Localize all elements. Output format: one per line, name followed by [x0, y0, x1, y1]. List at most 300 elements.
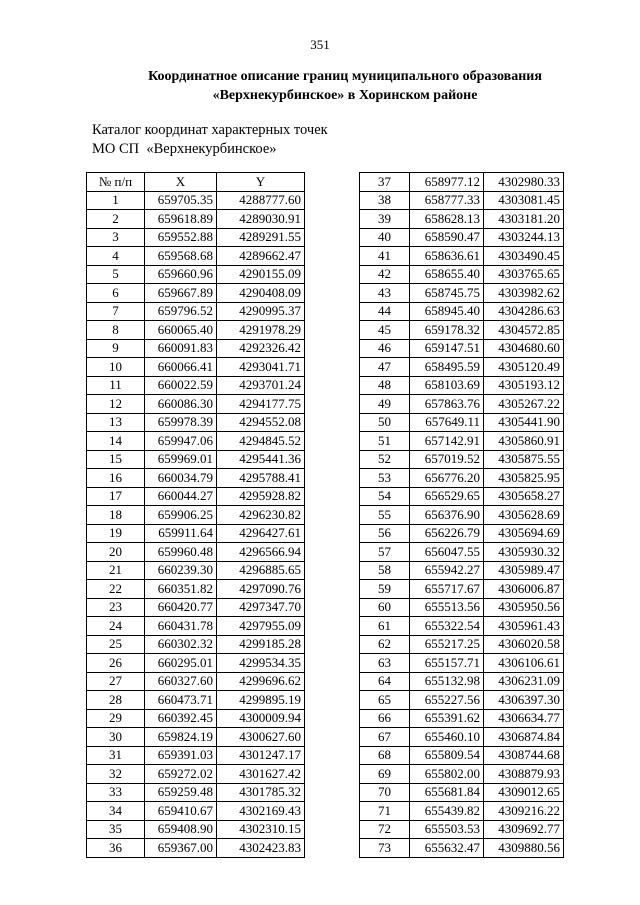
- point-number: 73: [360, 839, 410, 858]
- table-row: [87, 802, 305, 821]
- coord-x: 660431.78: [145, 617, 217, 636]
- table-row: [360, 783, 564, 802]
- table-row: [360, 210, 564, 229]
- point-number: 31: [87, 746, 145, 765]
- coord-x: 660065.40: [145, 321, 217, 340]
- point-number: 65: [360, 691, 410, 710]
- point-number: 27: [87, 672, 145, 691]
- point-number: 12: [87, 395, 145, 414]
- table-row: [360, 358, 564, 377]
- coord-y: 4295928.82: [217, 487, 305, 506]
- point-number: 51: [360, 432, 410, 451]
- coord-y: 4301627.42: [217, 765, 305, 784]
- coord-y: 4303982.62: [484, 284, 564, 303]
- coord-x: 658636.61: [410, 247, 484, 266]
- point-number: 46: [360, 339, 410, 358]
- coord-x: 659824.19: [145, 728, 217, 747]
- table-row: [87, 728, 305, 747]
- point-number: 26: [87, 654, 145, 673]
- coord-x: 658628.13: [410, 210, 484, 229]
- point-number: 15: [87, 450, 145, 469]
- coord-y: 4289662.47: [217, 247, 305, 266]
- table-row: [87, 247, 305, 266]
- coord-x: 659147.51: [410, 339, 484, 358]
- coord-y: 4294845.52: [217, 432, 305, 451]
- point-number: 9: [87, 339, 145, 358]
- point-number: 66: [360, 709, 410, 728]
- coord-x: 659906.25: [145, 506, 217, 525]
- point-number: 69: [360, 765, 410, 784]
- table-row: [360, 672, 564, 691]
- coord-x: 659911.64: [145, 524, 217, 543]
- coord-y: 4295788.41: [217, 469, 305, 488]
- coord-x: 657863.76: [410, 395, 484, 414]
- coord-y: 4302310.15: [217, 820, 305, 839]
- document-title: [80, 67, 610, 105]
- coord-y: 4296885.65: [217, 561, 305, 580]
- coord-y: 4306006.87: [484, 580, 564, 599]
- table-row: [87, 302, 305, 321]
- table-row: [360, 302, 564, 321]
- coord-y: 4309880.56: [484, 839, 564, 858]
- coord-x: 660420.77: [145, 598, 217, 617]
- table-row: [87, 358, 305, 377]
- point-number: 49: [360, 395, 410, 414]
- coord-x: 658745.75: [410, 284, 484, 303]
- coord-y: 4305989.47: [484, 561, 564, 580]
- point-number: 45: [360, 321, 410, 340]
- coord-y: 4290995.37: [217, 302, 305, 321]
- table-row: [360, 839, 564, 858]
- coord-x: 656226.79: [410, 524, 484, 543]
- subtitle-line-2: МО СП «Верхнекурбинское»: [92, 141, 277, 157]
- coord-x: 659178.32: [410, 321, 484, 340]
- point-number: 60: [360, 598, 410, 617]
- coord-x: 659705.35: [145, 191, 217, 210]
- coord-x: 659408.90: [145, 820, 217, 839]
- point-number: 11: [87, 376, 145, 395]
- coord-y: 4305875.55: [484, 450, 564, 469]
- point-number: 64: [360, 672, 410, 691]
- table-row: [87, 672, 305, 691]
- coord-y: 4296566.94: [217, 543, 305, 562]
- table-row: [360, 617, 564, 636]
- coord-y: 4294177.75: [217, 395, 305, 414]
- point-number: 54: [360, 487, 410, 506]
- point-number: 71: [360, 802, 410, 821]
- table-row: [87, 543, 305, 562]
- coord-x: 655802.00: [410, 765, 484, 784]
- coord-y: 4305193.12: [484, 376, 564, 395]
- table-row: [87, 598, 305, 617]
- coord-x: 658777.33: [410, 191, 484, 210]
- page-number: 351: [310, 37, 330, 52]
- coord-x: 660034.79: [145, 469, 217, 488]
- coord-y: 4305825.95: [484, 469, 564, 488]
- point-number: 72: [360, 820, 410, 839]
- table-row: [87, 839, 305, 858]
- table-row: [360, 728, 564, 747]
- table-row: [87, 191, 305, 210]
- point-number: 5: [87, 265, 145, 284]
- coord-x: 660295.01: [145, 654, 217, 673]
- coord-x: 655942.27: [410, 561, 484, 580]
- coord-x: 656376.90: [410, 506, 484, 525]
- coordinates-table-left: [86, 172, 305, 858]
- coord-y: 4306231.09: [484, 672, 564, 691]
- coord-x: 659960.48: [145, 543, 217, 562]
- point-number: 28: [87, 691, 145, 710]
- coord-y: 4299534.35: [217, 654, 305, 673]
- coord-y: 4306106.61: [484, 654, 564, 673]
- coord-y: 4302423.83: [217, 839, 305, 858]
- coord-y: 4289030.91: [217, 210, 305, 229]
- header-number: № п/п: [87, 173, 145, 192]
- coord-x: 659391.03: [145, 746, 217, 765]
- point-number: 34: [87, 802, 145, 821]
- coord-x: 660473.71: [145, 691, 217, 710]
- table-row: [87, 432, 305, 451]
- coord-y: 4306874.84: [484, 728, 564, 747]
- point-number: 37: [360, 173, 410, 192]
- coord-y: 4302169.43: [217, 802, 305, 821]
- coord-y: 4288777.60: [217, 191, 305, 210]
- table-row: [87, 635, 305, 654]
- coord-x: 655132.98: [410, 672, 484, 691]
- point-number: 62: [360, 635, 410, 654]
- table-header-row: [87, 173, 305, 192]
- coord-y: 4303244.13: [484, 228, 564, 247]
- table-row: [87, 284, 305, 303]
- coord-y: 4305950.56: [484, 598, 564, 617]
- coord-y: 4309692.77: [484, 820, 564, 839]
- coord-y: 4299895.19: [217, 691, 305, 710]
- coord-x: 660044.27: [145, 487, 217, 506]
- point-number: 33: [87, 783, 145, 802]
- coord-y: 4305961.43: [484, 617, 564, 636]
- table-row: [87, 339, 305, 358]
- table-row: [87, 691, 305, 710]
- coord-x: 660022.59: [145, 376, 217, 395]
- table-row: [360, 450, 564, 469]
- table-row: [87, 561, 305, 580]
- coord-x: 660239.30: [145, 561, 217, 580]
- point-number: 20: [87, 543, 145, 562]
- coord-y: 4301785.32: [217, 783, 305, 802]
- coord-x: 659660.96: [145, 265, 217, 284]
- coord-y: 4306020.58: [484, 635, 564, 654]
- coord-y: 4290155.09: [217, 265, 305, 284]
- point-number: 21: [87, 561, 145, 580]
- coord-x: 659947.06: [145, 432, 217, 451]
- point-number: 4: [87, 247, 145, 266]
- coord-x: 657649.11: [410, 413, 484, 432]
- coord-x: 658977.12: [410, 173, 484, 192]
- table-row: [360, 654, 564, 673]
- coord-x: 660066.41: [145, 358, 217, 377]
- table-row: [87, 524, 305, 543]
- coord-y: 4296230.82: [217, 506, 305, 525]
- coord-x: 655157.71: [410, 654, 484, 673]
- subtitle-line-1: Каталог координат характерных точек: [92, 122, 328, 138]
- table-row: [87, 376, 305, 395]
- table-row: [360, 691, 564, 710]
- table-row: [360, 321, 564, 340]
- coord-y: 4303490.45: [484, 247, 564, 266]
- table-row: [360, 432, 564, 451]
- coordinates-table-right: [359, 172, 564, 858]
- coord-x: 655513.56: [410, 598, 484, 617]
- coord-x: 660327.60: [145, 672, 217, 691]
- point-number: 23: [87, 598, 145, 617]
- table-row: [87, 450, 305, 469]
- table-row: [360, 524, 564, 543]
- point-number: 35: [87, 820, 145, 839]
- point-number: 17: [87, 487, 145, 506]
- point-number: 47: [360, 358, 410, 377]
- table-row: [360, 376, 564, 395]
- table-row: [360, 284, 564, 303]
- coord-x: 659367.00: [145, 839, 217, 858]
- coord-x: 659667.89: [145, 284, 217, 303]
- coord-y: 4305120.49: [484, 358, 564, 377]
- point-number: 57: [360, 543, 410, 562]
- coord-x: 660302.32: [145, 635, 217, 654]
- point-number: 63: [360, 654, 410, 673]
- coord-y: 4304680.60: [484, 339, 564, 358]
- point-number: 32: [87, 765, 145, 784]
- table-row: [87, 654, 305, 673]
- point-number: 6: [87, 284, 145, 303]
- table-row: [360, 191, 564, 210]
- table-row: [360, 265, 564, 284]
- point-number: 3: [87, 228, 145, 247]
- point-number: 50: [360, 413, 410, 432]
- point-number: 70: [360, 783, 410, 802]
- point-number: 22: [87, 580, 145, 599]
- point-number: 56: [360, 524, 410, 543]
- coord-y: 4305860.91: [484, 432, 564, 451]
- coord-x: 659410.67: [145, 802, 217, 821]
- coord-x: 658945.40: [410, 302, 484, 321]
- coord-x: 655460.10: [410, 728, 484, 747]
- coord-x: 655717.67: [410, 580, 484, 599]
- table-row: [360, 469, 564, 488]
- point-number: 40: [360, 228, 410, 247]
- coord-y: 4301247.17: [217, 746, 305, 765]
- coord-x: 657142.91: [410, 432, 484, 451]
- table-row: [360, 543, 564, 562]
- coord-x: 660086.30: [145, 395, 217, 414]
- coord-y: 4304286.63: [484, 302, 564, 321]
- coord-x: 658590.47: [410, 228, 484, 247]
- point-number: 13: [87, 413, 145, 432]
- point-number: 61: [360, 617, 410, 636]
- coord-x: 659618.89: [145, 210, 217, 229]
- coord-x: 657019.52: [410, 450, 484, 469]
- table-row: [87, 321, 305, 340]
- point-number: 8: [87, 321, 145, 340]
- point-number: 68: [360, 746, 410, 765]
- coord-y: 4293701.24: [217, 376, 305, 395]
- point-number: 25: [87, 635, 145, 654]
- coord-y: 4305441.90: [484, 413, 564, 432]
- point-number: 14: [87, 432, 145, 451]
- coord-y: 4308744.68: [484, 746, 564, 765]
- table-row: [87, 765, 305, 784]
- coord-x: 659259.48: [145, 783, 217, 802]
- point-number: 58: [360, 561, 410, 580]
- coord-y: 4296427.61: [217, 524, 305, 543]
- coord-x: 659796.52: [145, 302, 217, 321]
- coord-y: 4305658.27: [484, 487, 564, 506]
- title-line-2: «Верхнекурбинское» в Хоринском районе: [212, 88, 478, 103]
- point-number: 55: [360, 506, 410, 525]
- point-number: 44: [360, 302, 410, 321]
- coord-y: 4303765.65: [484, 265, 564, 284]
- point-number: 29: [87, 709, 145, 728]
- coord-y: 4306634.77: [484, 709, 564, 728]
- coord-y: 4297955.09: [217, 617, 305, 636]
- table-row: [360, 487, 564, 506]
- table-row: [360, 413, 564, 432]
- point-number: 38: [360, 191, 410, 210]
- table-row: [360, 339, 564, 358]
- table-row: [360, 561, 564, 580]
- coord-y: 4303181.20: [484, 210, 564, 229]
- coord-x: 658655.40: [410, 265, 484, 284]
- table-row: [87, 413, 305, 432]
- coord-x: 655439.82: [410, 802, 484, 821]
- table-row: [87, 210, 305, 229]
- coord-x: 659272.02: [145, 765, 217, 784]
- coord-x: 655391.62: [410, 709, 484, 728]
- point-number: 24: [87, 617, 145, 636]
- table-row: [87, 820, 305, 839]
- point-number: 67: [360, 728, 410, 747]
- coord-x: 656776.20: [410, 469, 484, 488]
- coord-y: 4300627.60: [217, 728, 305, 747]
- coord-y: 4290408.09: [217, 284, 305, 303]
- table-row: [87, 709, 305, 728]
- coord-y: 4300009.94: [217, 709, 305, 728]
- table-row: [87, 487, 305, 506]
- coord-x: 655217.25: [410, 635, 484, 654]
- coord-x: 655322.54: [410, 617, 484, 636]
- coord-y: 4303081.45: [484, 191, 564, 210]
- coord-x: 656047.55: [410, 543, 484, 562]
- coord-y: 4305694.69: [484, 524, 564, 543]
- point-number: 48: [360, 376, 410, 395]
- table-row: [360, 802, 564, 821]
- coord-x: 660351.82: [145, 580, 217, 599]
- coord-y: 4299185.28: [217, 635, 305, 654]
- table-row: [87, 580, 305, 599]
- coord-y: 4289291.55: [217, 228, 305, 247]
- coord-y: 4305267.22: [484, 395, 564, 414]
- table-row: [360, 765, 564, 784]
- table-row: [360, 506, 564, 525]
- coord-x: 655632.47: [410, 839, 484, 858]
- point-number: 2: [87, 210, 145, 229]
- coord-x: 658103.69: [410, 376, 484, 395]
- coord-y: 4291978.29: [217, 321, 305, 340]
- coord-y: 4304572.85: [484, 321, 564, 340]
- coord-y: 4305628.69: [484, 506, 564, 525]
- coord-y: 4308879.93: [484, 765, 564, 784]
- coord-x: 659978.39: [145, 413, 217, 432]
- table-row: [360, 228, 564, 247]
- coord-y: 4309216.22: [484, 802, 564, 821]
- table-row: [87, 228, 305, 247]
- point-number: 52: [360, 450, 410, 469]
- point-number: 36: [87, 839, 145, 858]
- coord-x: 655809.54: [410, 746, 484, 765]
- table-row: [360, 395, 564, 414]
- coord-x: 659552.88: [145, 228, 217, 247]
- header-x: X: [145, 173, 217, 192]
- coord-x: 659568.68: [145, 247, 217, 266]
- coord-y: 4305930.32: [484, 543, 564, 562]
- coord-y: 4294552.08: [217, 413, 305, 432]
- point-number: 59: [360, 580, 410, 599]
- table-row: [360, 580, 564, 599]
- coord-x: 655227.56: [410, 691, 484, 710]
- table-row: [360, 598, 564, 617]
- point-number: 39: [360, 210, 410, 229]
- coord-x: 660392.45: [145, 709, 217, 728]
- point-number: 42: [360, 265, 410, 284]
- coord-x: 655503.53: [410, 820, 484, 839]
- table-row: [87, 783, 305, 802]
- table-row: [87, 265, 305, 284]
- coord-y: 4302980.33: [484, 173, 564, 192]
- coord-y: 4295441.36: [217, 450, 305, 469]
- coord-y: 4306397.30: [484, 691, 564, 710]
- coord-x: 656529.65: [410, 487, 484, 506]
- coord-x: 660091.83: [145, 339, 217, 358]
- coord-y: 4297090.76: [217, 580, 305, 599]
- point-number: 10: [87, 358, 145, 377]
- table-row: [360, 635, 564, 654]
- point-number: 18: [87, 506, 145, 525]
- coord-x: 659969.01: [145, 450, 217, 469]
- table-row: [87, 506, 305, 525]
- point-number: 43: [360, 284, 410, 303]
- coord-y: 4293041.71: [217, 358, 305, 377]
- coord-x: 658495.59: [410, 358, 484, 377]
- table-row: [87, 617, 305, 636]
- point-number: 41: [360, 247, 410, 266]
- table-row: [360, 746, 564, 765]
- table-row: [360, 247, 564, 266]
- point-number: 19: [87, 524, 145, 543]
- point-number: 53: [360, 469, 410, 488]
- table-row: [360, 709, 564, 728]
- header-y: Y: [217, 173, 305, 192]
- table-row: [360, 820, 564, 839]
- catalog-subtitle: [92, 121, 328, 159]
- point-number: 30: [87, 728, 145, 747]
- coord-y: 4309012.65: [484, 783, 564, 802]
- coord-y: 4292326.42: [217, 339, 305, 358]
- point-number: 7: [87, 302, 145, 321]
- table-row: [87, 395, 305, 414]
- point-number: 1: [87, 191, 145, 210]
- point-number: 16: [87, 469, 145, 488]
- coord-y: 4297347.70: [217, 598, 305, 617]
- table-row: [87, 469, 305, 488]
